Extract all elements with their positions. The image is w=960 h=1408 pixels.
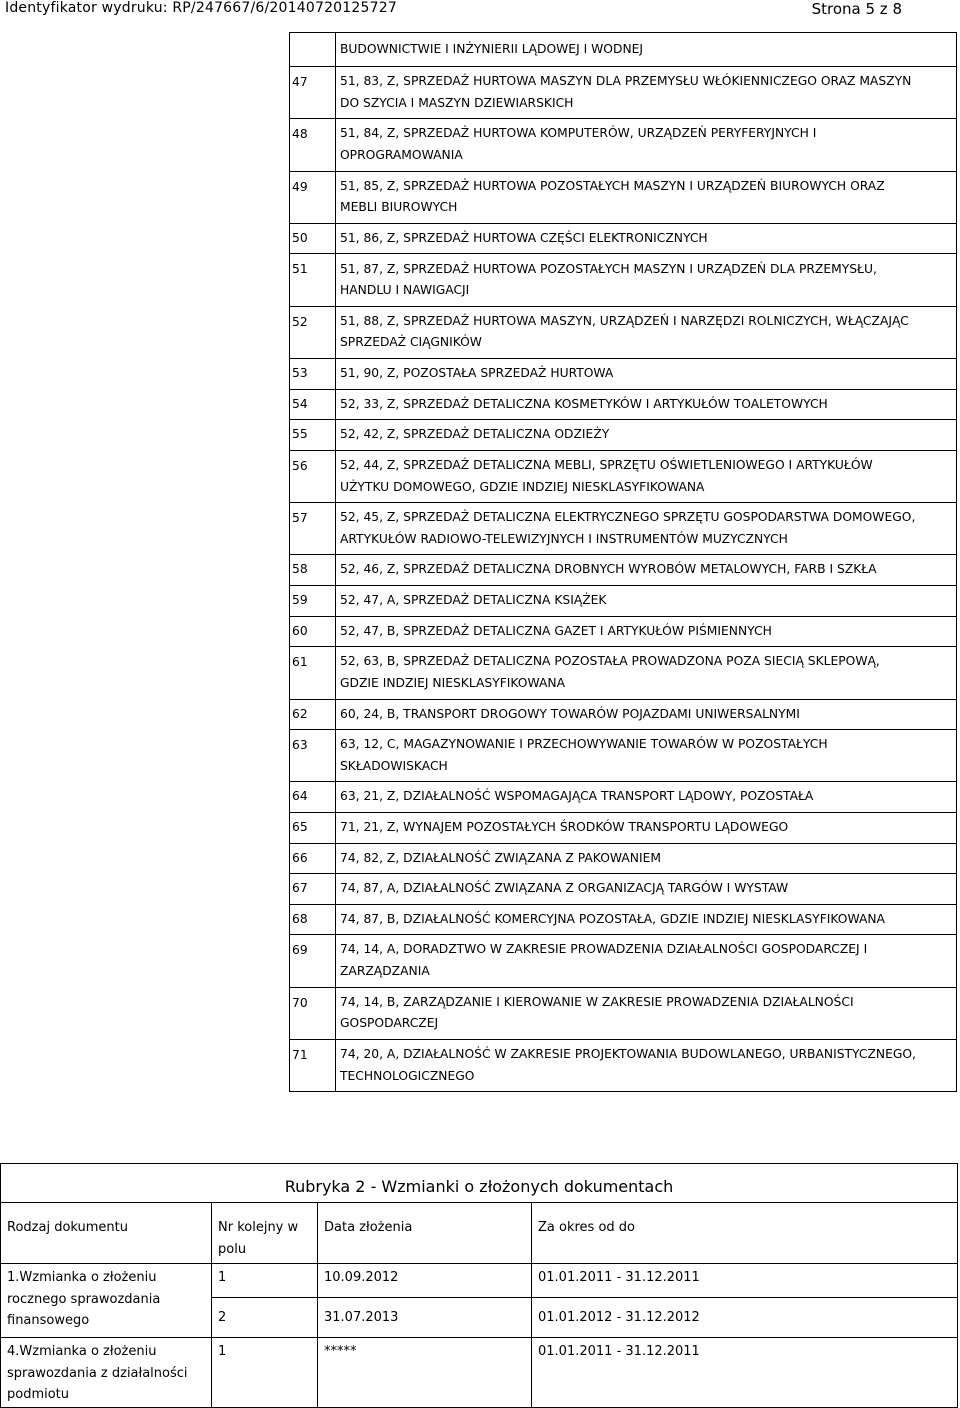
activity-text	[336, 843, 957, 874]
activity-line: 52, 33, Z, SPRZEDAŻ DETALICZNA KOSMETYKÓW I ARTYKUŁÓW TOALETOWYCH	[340, 396, 828, 411]
activity-line: HANDLU I NAWIGACJI	[340, 283, 470, 298]
activity-text	[336, 699, 957, 730]
row-number: 49	[290, 171, 336, 223]
table-row	[290, 586, 957, 617]
row-number: 69	[290, 935, 336, 987]
activity-line: 52, 46, Z, SPRZEDAŻ DETALICZNA DROBNYCH WYROBÓW METALOWYCH, FARB I SZKŁA	[340, 562, 877, 577]
table-row	[290, 647, 957, 699]
activity-text: BUDOWNICTWIE I INŻYNIERII LĄDOWEJ I WODNEJ	[336, 33, 957, 67]
table-row	[290, 616, 957, 647]
row-number: 71	[290, 1039, 336, 1091]
table-row	[290, 119, 957, 171]
table-row	[290, 874, 957, 905]
row-number: 51	[290, 254, 336, 306]
activity-line: ZARZĄDZANIA	[340, 964, 430, 979]
filing-date: 10.09.2012	[318, 1264, 532, 1298]
activity-line: 52, 45, Z, SPRZEDAŻ DETALICZNA ELEKTRYCZNEGO SPRZĘTU GOSPODARSTWA DOMOWEGO,	[340, 510, 916, 525]
activity-text	[336, 586, 957, 617]
activity-text	[336, 503, 957, 555]
table-row	[290, 987, 957, 1039]
activity-text	[336, 450, 957, 502]
activity-text	[336, 254, 957, 306]
activity-line: 51, 84, Z, SPRZEDAŻ HURTOWA KOMPUTERÓW, URZĄDZEŃ PERYFERYJNYCH I	[340, 126, 817, 141]
activity-text	[336, 389, 957, 420]
row-number	[290, 33, 336, 67]
sequence-number: 1	[212, 1338, 318, 1408]
header-sequence-number: Nr kolejny w polu	[212, 1203, 318, 1264]
row-number: 67	[290, 874, 336, 905]
table-row	[290, 450, 957, 502]
row-number: 61	[290, 647, 336, 699]
row-number: 68	[290, 904, 336, 935]
activity-line: 74, 87, B, DZIAŁALNOŚĆ KOMERCYJNA POZOSTAŁA, GDZIE INDZIEJ NIESKLASYFIKOWANA	[340, 911, 885, 926]
activity-line: 74, 87, A, DZIAŁALNOŚĆ ZWIĄZANA Z ORGANIZACJĄ TARGÓW I WYSTAW	[340, 881, 789, 896]
row-number: 52	[290, 306, 336, 358]
documents-caption: Rubryka 2 - Wzmianki o złożonych dokumentach	[1, 1164, 958, 1203]
activity-line: 74, 20, A, DZIAŁALNOŚĆ W ZAKRESIE PROJEKTOWANIA BUDOWLANEGO, URBANISTYCZNEGO,	[340, 1047, 916, 1062]
activity-text	[336, 1039, 957, 1091]
activity-line: 52, 63, B, SPRZEDAŻ DETALICZNA POZOSTAŁA PROWADZONA POZA SIECIĄ SKLEPOWĄ,	[340, 654, 880, 669]
table-row	[290, 904, 957, 935]
table-row	[290, 503, 957, 555]
activity-line: 51, 86, Z, SPRZEDAŻ HURTOWA CZĘŚCI ELEKTRONICZNYCH	[340, 230, 708, 245]
documents-header-row	[1, 1203, 958, 1264]
row-number: 58	[290, 555, 336, 586]
activity-line: TECHNOLOGICZNEGO	[340, 1068, 475, 1083]
activity-line: GDZIE INDZIEJ NIESKLASYFIKOWANA	[340, 675, 565, 690]
activity-line: 51, 85, Z, SPRZEDAŻ HURTOWA POZOSTAŁYCH MASZYN I URZĄDZEŃ BIUROWYCH ORAZ	[340, 178, 885, 193]
row-number: 65	[290, 813, 336, 844]
activity-line: ARTYKUŁÓW RADIOWO-TELEWIZYJNYCH I INSTRUMENTÓW MUZYCZNYCH	[340, 531, 788, 546]
activity-text	[336, 616, 957, 647]
activity-line: 74, 82, Z, DZIAŁALNOŚĆ ZWIĄZANA Z PAKOWANIEM	[340, 850, 661, 865]
row-number: 59	[290, 586, 336, 617]
table-row	[290, 306, 957, 358]
table-row	[290, 359, 957, 390]
print-identifier: Identyfikator wydruku: RP/247667/6/20140720125727	[5, 0, 397, 16]
row-number: 56	[290, 450, 336, 502]
table-row	[290, 843, 957, 874]
activity-text	[336, 119, 957, 171]
row-number: 62	[290, 699, 336, 730]
activity-line: 52, 47, A, SPRZEDAŻ DETALICZNA KSIĄŻEK	[340, 593, 607, 608]
table-row	[290, 813, 957, 844]
activity-line: 52, 44, Z, SPRZEDAŻ DETALICZNA MEBLI, SPRZĘTU OŚWIETLENIOWEGO I ARTYKUŁÓW	[340, 457, 873, 472]
filing-date: 31.07.2013	[318, 1298, 532, 1338]
activity-line: 51, 87, Z, SPRZEDAŻ HURTOWA POZOSTAŁYCH MASZYN I URZĄDZEŃ DLA PRZEMYSŁU,	[340, 261, 877, 276]
activity-line: 74, 14, A, DORADZTWO W ZAKRESIE PROWADZENIA DZIAŁALNOŚCI GOSPODARCZEJ I	[340, 942, 868, 957]
activity-line: 52, 47, B, SPRZEDAŻ DETALICZNA GAZET I ARTYKUŁÓW PIŚMIENNYCH	[340, 623, 772, 638]
table-row	[290, 1039, 957, 1091]
period: 01.01.2011 - 31.12.2011	[532, 1264, 958, 1298]
activity-table	[289, 32, 957, 1092]
activity-line: 51, 83, Z, SPRZEDAŻ HURTOWA MASZYN DLA PRZEMYSŁU WŁÓKIENNICZEGO ORAZ MASZYN	[340, 74, 912, 89]
table-row	[290, 67, 957, 119]
table-row	[290, 254, 957, 306]
table-row	[290, 730, 957, 782]
header-document-type: Rodzaj dokumentu	[1, 1203, 212, 1264]
page-number: Strona 5 z 8	[811, 0, 902, 18]
activity-text	[336, 935, 957, 987]
row-number: 63	[290, 730, 336, 782]
period: 01.01.2012 - 31.12.2012	[532, 1298, 958, 1338]
row-number: 60	[290, 616, 336, 647]
activity-line: 74, 14, B, ZARZĄDZANIE I KIEROWANIE W ZAKRESIE PROWADZENIA DZIAŁALNOŚCI	[340, 994, 854, 1009]
filing-date: *****	[318, 1338, 532, 1408]
activity-line: GOSPODARCZEJ	[340, 1016, 439, 1031]
activity-line: SPRZEDAŻ CIĄGNIKÓW	[340, 335, 482, 350]
activity-text	[336, 987, 957, 1039]
activity-text	[336, 647, 957, 699]
sequence-number: 1	[212, 1264, 318, 1298]
activity-line: UŻYTKU DOMOWEGO, GDZIE INDZIEJ NIESKLASYFIKOWANA	[340, 479, 705, 494]
activity-line: 51, 88, Z, SPRZEDAŻ HURTOWA MASZYN, URZĄDZEŃ I NARZĘDZI ROLNICZYCH, WŁĄCZAJĄC	[340, 313, 909, 328]
activity-text	[336, 813, 957, 844]
activity-text	[336, 420, 957, 451]
table-row	[290, 782, 957, 813]
header-filing-date: Data złożenia	[318, 1203, 532, 1264]
row-number: 57	[290, 503, 336, 555]
table-row	[290, 420, 957, 451]
activity-line: 71, 21, Z, WYNAJEM POZOSTAŁYCH ŚRODKÓW TRANSPORTU LĄDOWEGO	[340, 820, 789, 835]
table-row	[290, 223, 957, 254]
table-row	[290, 555, 957, 586]
activity-text	[336, 171, 957, 223]
activity-line: 63, 12, C, MAGAZYNOWANIE I PRZECHOWYWANIE TOWARÓW W POZOSTAŁYCH	[340, 737, 828, 752]
activity-line: 52, 42, Z, SPRZEDAŻ DETALICZNA ODZIEŻY	[340, 427, 610, 442]
table-row	[1, 1338, 958, 1408]
row-number: 54	[290, 389, 336, 420]
activity-line: OPROGRAMOWANIA	[340, 147, 463, 162]
row-number: 50	[290, 223, 336, 254]
activity-text	[336, 730, 957, 782]
document-type: 4.Wzmianka o złożeniu sprawozdania z działalności podmiotu	[1, 1338, 212, 1408]
activity-text	[336, 782, 957, 813]
activity-line: SKŁADOWISKACH	[340, 758, 448, 773]
row-number: 47	[290, 67, 336, 119]
activity-line: MEBLI BIUROWYCH	[340, 200, 458, 215]
activity-text	[336, 904, 957, 935]
document-type: 1.Wzmianka o złożeniu rocznego sprawozdania finansowego	[1, 1264, 212, 1338]
table-row	[290, 699, 957, 730]
table-row	[290, 935, 957, 987]
activity-text	[336, 359, 957, 390]
sequence-number: 2	[212, 1298, 318, 1338]
documents-table	[0, 1163, 958, 1408]
row-number: 55	[290, 420, 336, 451]
activity-line: 60, 24, B, TRANSPORT DROGOWY TOWARÓW POJAZDAMI UNIWERSALNYMI	[340, 706, 800, 721]
activity-text	[336, 555, 957, 586]
activity-line: DO SZYCIA I MASZYN DZIEWIARSKICH	[340, 95, 574, 110]
activity-line: 63, 21, Z, DZIAŁALNOŚĆ WSPOMAGAJĄCA TRANSPORT LĄDOWY, POZOSTAŁA	[340, 789, 814, 804]
row-number: 70	[290, 987, 336, 1039]
activity-text	[336, 874, 957, 905]
activity-line: 51, 90, Z, POZOSTAŁA SPRZEDAŻ HURTOWA	[340, 366, 614, 381]
header-period: Za okres od do	[532, 1203, 958, 1264]
activity-text	[336, 223, 957, 254]
row-number: 48	[290, 119, 336, 171]
page-header	[0, 0, 960, 20]
table-row	[290, 33, 957, 67]
row-number: 53	[290, 359, 336, 390]
table-row	[290, 389, 957, 420]
table-row	[290, 171, 957, 223]
row-number: 64	[290, 782, 336, 813]
activity-text	[336, 67, 957, 119]
row-number: 66	[290, 843, 336, 874]
period: 01.01.2011 - 31.12.2011	[532, 1338, 958, 1408]
activity-text	[336, 306, 957, 358]
table-row	[1, 1264, 958, 1298]
